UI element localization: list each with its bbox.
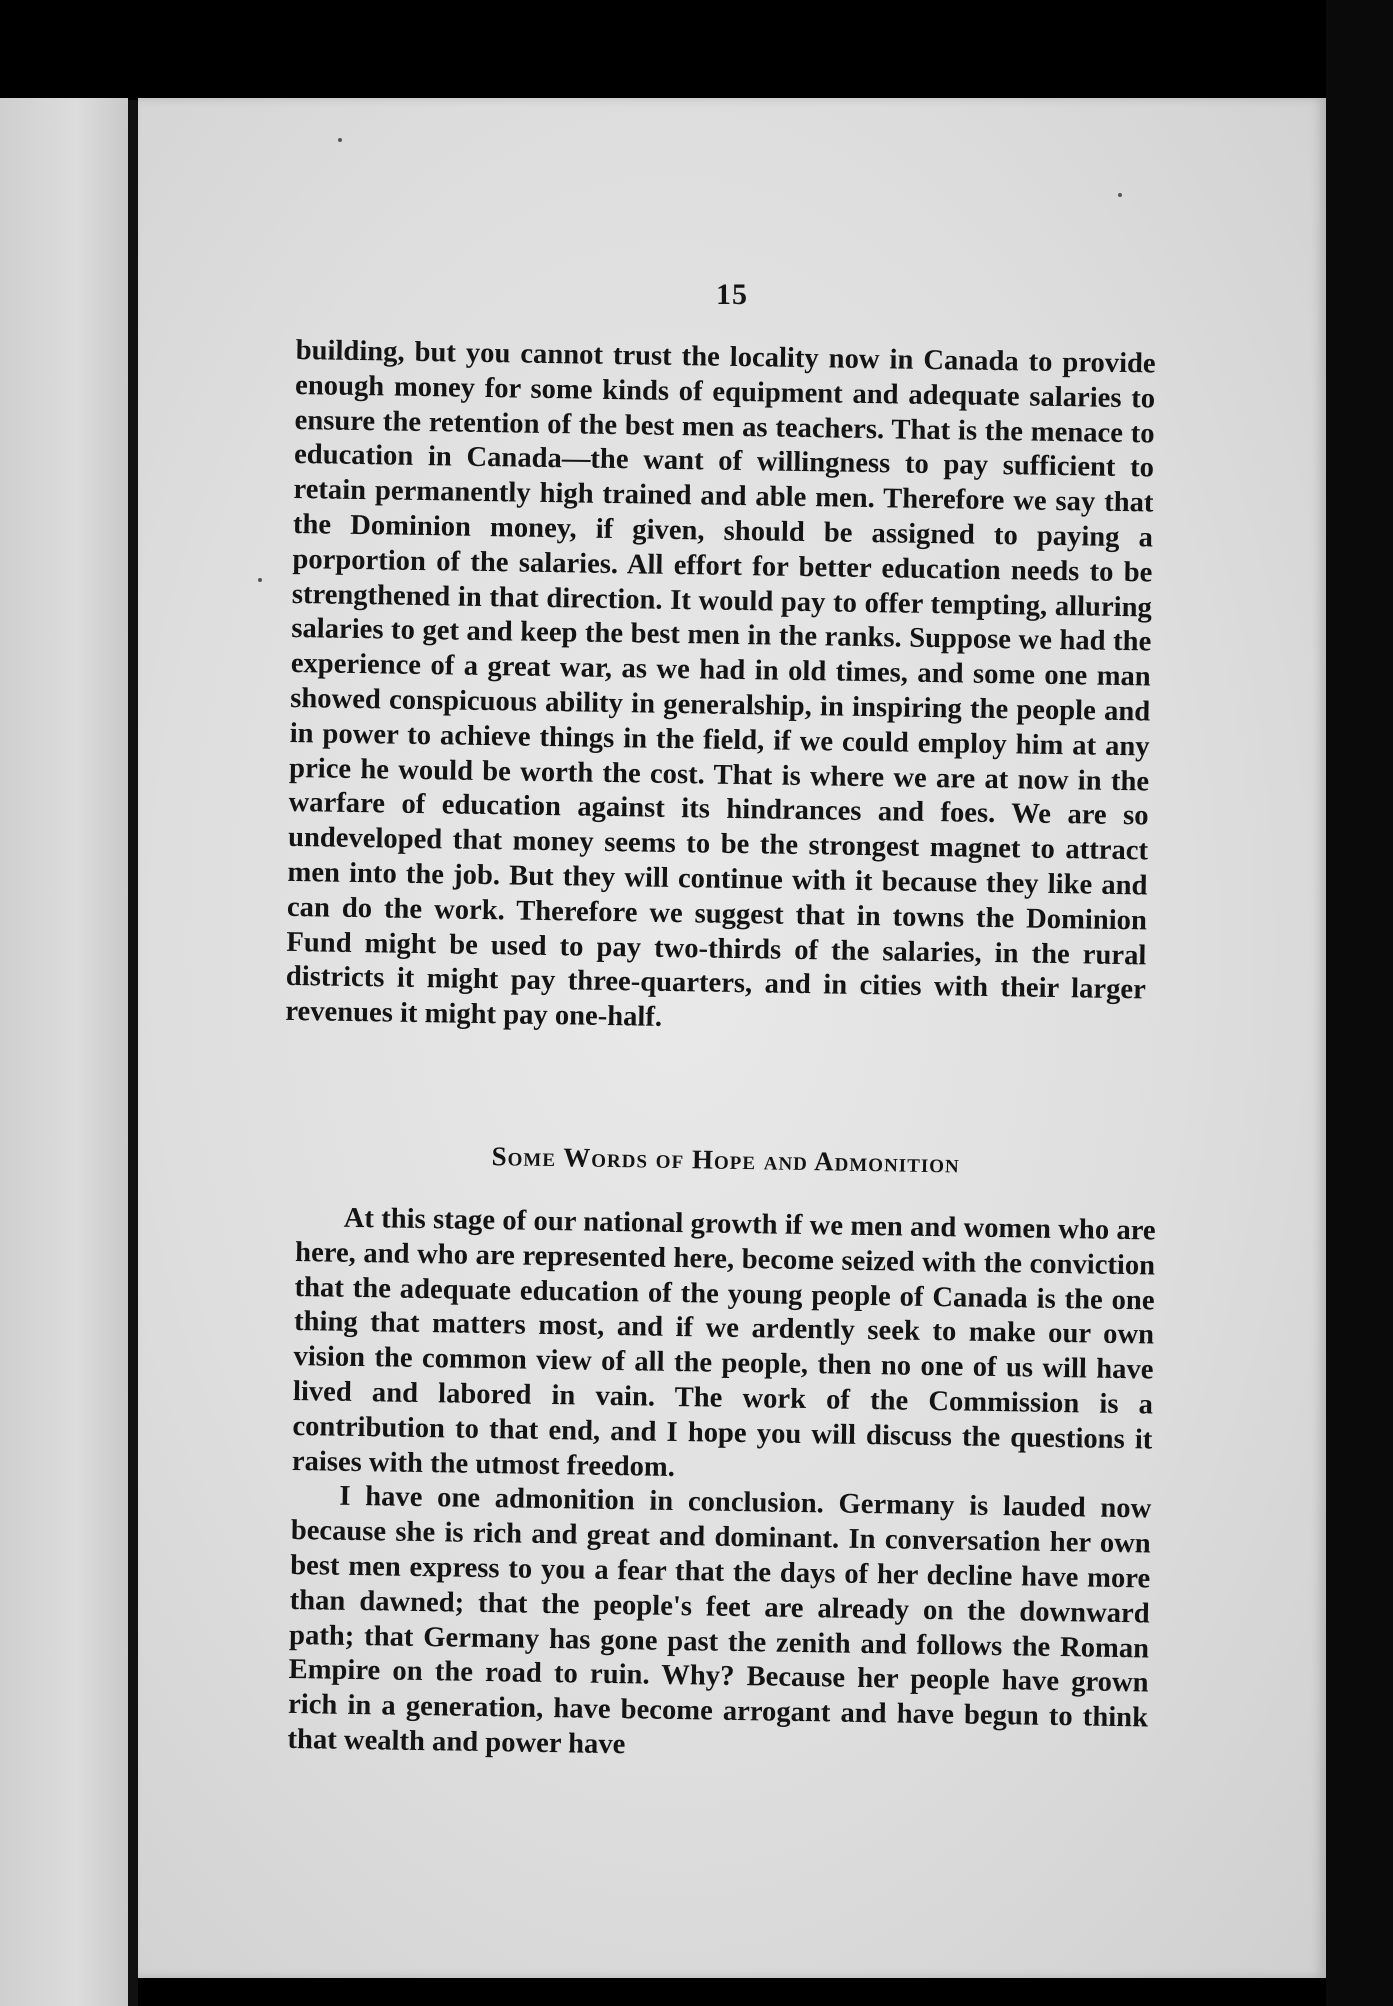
paragraph: I have one admonition in conclusion. Germany is lauded now because she is rich and great and dominant. In conversation her own best men express to you a fear that the days of her decline have more than dawned; that the people's feet are already on the downward path; that Germany has gone past the zenith and follows the Roman Empire on the road to ruin. Why? Because her people have grown rich in a generation, have become arrogant and have begun to think that wealth and power have	[287, 1481, 1152, 1761]
section-heading: Some Words of Hope and Admonition	[491, 1141, 961, 1179]
facing-page-edge	[0, 98, 128, 2006]
document-page	[138, 98, 1326, 1978]
paragraph: At this stage of our national growth if we men and women who are here, and who are represented here, become seized with the conviction that the adequate education of the young people of Canada is the one thing that matters most, and if we ardently seek to make our own vision the common view of all the people, then no one of us will have lived and labored in vain. The work of the Commission is a contribution to that end, and I hope you will discuss the questions it raises with the utmost freedom.	[291, 1202, 1156, 1483]
dust-speck	[1118, 193, 1122, 197]
dust-speck	[338, 138, 342, 142]
binding-shadow	[128, 100, 138, 2006]
body-text-bottom	[287, 1201, 1156, 1771]
body-text-top	[285, 334, 1156, 1043]
dust-speck	[258, 578, 262, 582]
page-number: 15	[716, 278, 748, 311]
paragraph: building, but you cannot trust the locality now in Canada to provide enough money for some kinds of equipment and adequate salaries to ensure the retention of the best men as teachers. That is the menace to education in Canada—the want of willingness to pay sufficient to retain permanently high trained and able men. Therefore we say that the Dominion money, if given, should be assigned to paying a porportion of the salaries. All effort for better education needs to be strengthened in that direction. It would pay to offer tempting, alluring salaries to get and keep the best men in the ranks. Suppose we had the experience of a great war, as we had in old times, and some one man showed conspicuous ability in generalship, in inspiring the people and in power to achieve things in the field, if we could employ him at any price he would be worth the cost. That is where we are at now in the warfare of education against its hindrances and foes. We are so undeveloped that money seems to be the strongest magnet to attract men into the job. But they will continue with it because they like and can do the work. Therefore we suggest that in towns the Dominion Fund might be used to pay two-thirds of the salaries, in the rural districts it might pay three-quarters, and in cities with their larger revenues it might pay one-half.	[285, 334, 1156, 1033]
scan-background	[1326, 0, 1393, 2006]
